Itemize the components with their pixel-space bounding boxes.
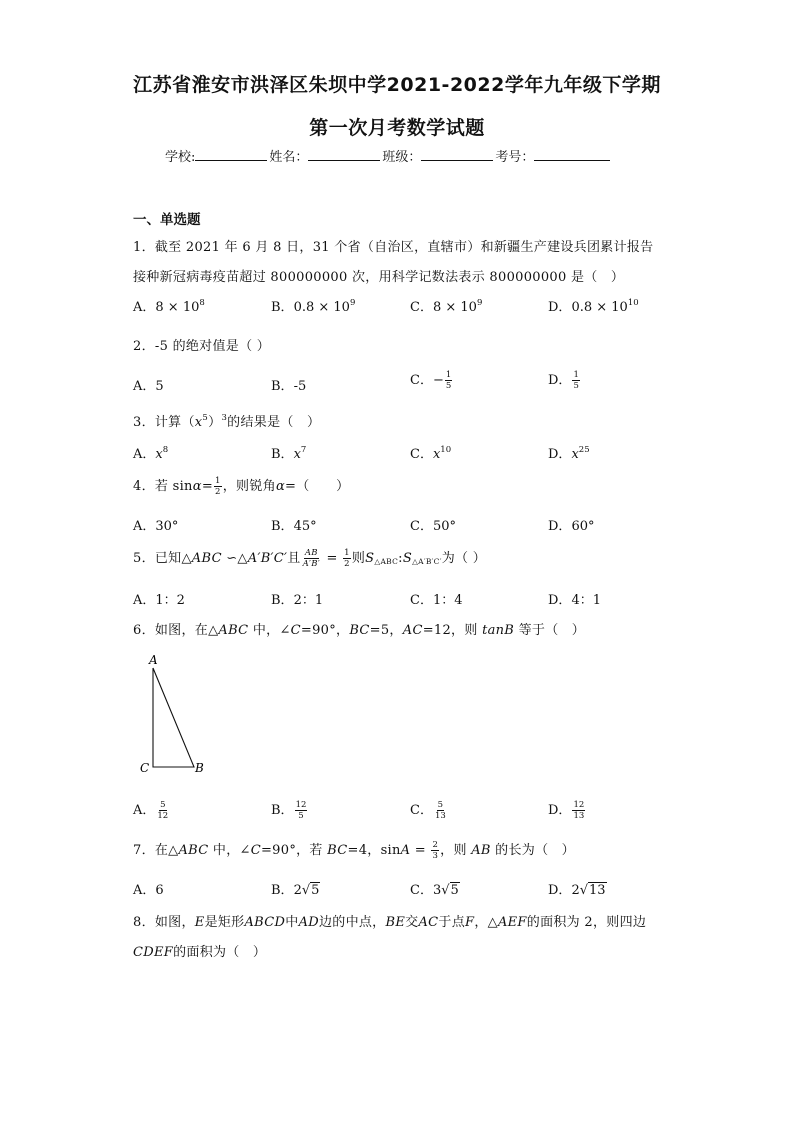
q1-stem-line2: 接种新冠病毒疫苗超过 800000000 次，用科学记数法表示 800000000 是（ ） (133, 270, 625, 285)
q2-stem: 2．-5 的绝对值是（ ） (133, 339, 271, 354)
class-field[interactable] (421, 148, 493, 161)
q7-option-c[interactable]: C．3√5 (410, 883, 459, 898)
q1-option-a[interactable]: A．$8 \times 10^8$ (133, 298, 205, 315)
class-label: 班级： (382, 150, 422, 165)
q5-option-a[interactable]: A．1：2 (133, 593, 185, 608)
id-label: 考号： (495, 150, 535, 165)
q5-option-d[interactable]: D．4：1 (548, 593, 601, 608)
q4-stem: 4．若 sinα= $\frac{1}{2}$ ，则锐角α=（ ） (133, 475, 350, 497)
q7-option-d[interactable]: D．2√13 (548, 883, 606, 898)
school-field[interactable] (195, 148, 267, 161)
q7-stem: 7．在△ABC 中，∠C=90°，若 BC=4，sinA = $\frac{2}{3}$ ，则 AB 的长为（ ） (133, 839, 575, 861)
page-title-line2: 第一次月考数学试题 (309, 117, 485, 139)
q3-option-b[interactable]: B．$x^7$ (271, 445, 307, 462)
triangle-outline (153, 668, 194, 767)
student-info-row (165, 146, 612, 165)
vertex-label-c: C (140, 761, 150, 775)
q8-stem-line1: 8．如图，E是矩形ABCD中AD边的中点，BE交AC于点F，△AEF的面积为 2，则四边 (133, 915, 647, 930)
q5-option-b[interactable]: B．2：1 (271, 593, 324, 608)
q2-option-a[interactable]: A．5 (133, 379, 164, 394)
q6-option-a[interactable]: A． $\frac{5}{12}$ (133, 799, 169, 821)
name-label: 姓名： (269, 150, 309, 165)
q2-option-b[interactable]: B．-5 (271, 379, 307, 394)
q1-option-d[interactable]: D．$0.8 \times 10^{10}$ (548, 298, 639, 315)
id-field[interactable] (534, 148, 610, 161)
q6-option-d[interactable]: D． $\frac{12}{13}$ (548, 799, 585, 821)
vertex-label-a: A (149, 653, 158, 667)
q8-stem-line2: CDEF的面积为（ ） (133, 945, 267, 960)
q1-stem-line1: 1．截至 2021 年 6 月 8 日，31 个省（自治区，直辖市）和新疆生产建设兵团累计报告 (133, 240, 654, 255)
q4-option-d[interactable]: D．60° (548, 519, 595, 534)
q6-stem: 6．如图，在△ABC 中，∠C=90°，BC=5，AC=12，则 tanB 等于（ ） (133, 623, 586, 638)
q6-option-b[interactable]: B． $\frac{12}{5}$ (271, 799, 307, 821)
q1-option-c[interactable]: C．$8 \times 10^9$ (410, 298, 483, 315)
vertex-label-b: B (195, 761, 204, 775)
q3-option-c[interactable]: C．$x^{10}$ (410, 445, 452, 462)
q3-stem: 3．计算$(x^5)^3$的结果是（ ） (133, 413, 321, 430)
q5-option-c[interactable]: C．1：4 (410, 593, 463, 608)
q4-option-b[interactable]: B．45° (271, 519, 317, 534)
q4-option-a[interactable]: A．30° (133, 519, 179, 534)
q3-option-a[interactable]: A．$x^8$ (133, 445, 169, 462)
q4-option-c[interactable]: C．50° (410, 519, 456, 534)
q7-option-a[interactable]: A．6 (133, 883, 164, 898)
section-title: 一、单选题 (133, 212, 201, 228)
q7-option-b[interactable]: B．2√5 (271, 883, 320, 898)
q1-option-b[interactable]: B．$0.8 \times 10^9$ (271, 298, 356, 315)
q2-option-d[interactable]: D． $\frac{1}{5}$ (548, 369, 579, 391)
school-label: 学校: (165, 150, 196, 165)
q6-triangle-figure (130, 650, 220, 780)
q3-option-d[interactable]: D．$x^{25}$ (548, 445, 590, 462)
q5-stem: 5．已知△ABC ∽△A′B′C′且 $\frac{AB}{A'B'}$ = $\frac{1}{2}$ 则$S_{\triangle ABC}:S_{\triangle A'B'C'}$为（ ） (133, 547, 487, 569)
q2-option-c[interactable]: C．− $\frac{1}{5}$ (410, 369, 452, 391)
q6-option-c[interactable]: C． $\frac{5}{13}$ (410, 799, 446, 821)
name-field[interactable] (308, 148, 380, 161)
page-title-line1: 江苏省淮安市洪泽区朱坝中学2021-2022学年九年级下学期 (133, 74, 661, 96)
